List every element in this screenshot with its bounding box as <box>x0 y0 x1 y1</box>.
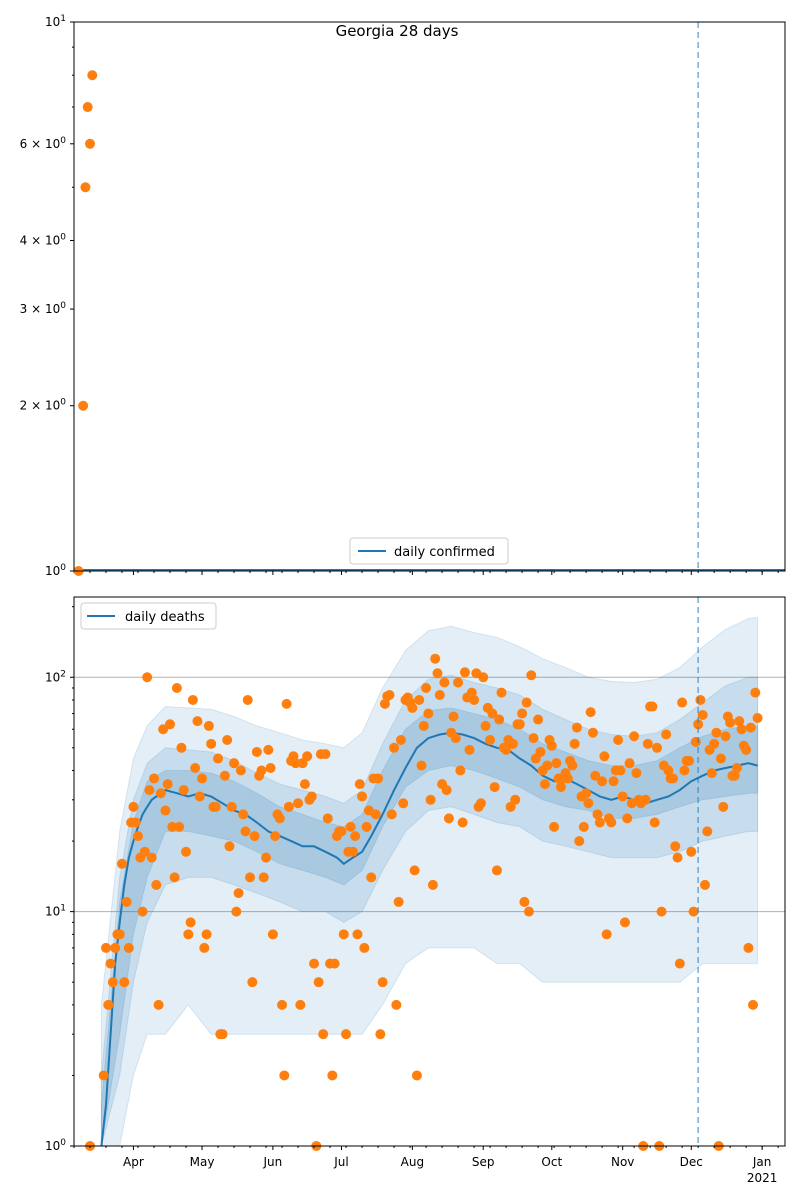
x-month-label: Oct <box>541 1155 563 1169</box>
deaths-data-point <box>620 917 630 927</box>
deaths-data-point <box>320 749 330 759</box>
deaths-data-point <box>307 791 317 801</box>
deaths-data-point <box>172 683 182 693</box>
deaths-data-point <box>211 802 221 812</box>
deaths-data-point <box>428 880 438 890</box>
deaths-data-point <box>444 813 454 823</box>
deaths-data-point <box>227 802 237 812</box>
deaths-data-point <box>707 768 717 778</box>
deaths-data-point <box>119 977 129 987</box>
deaths-data-point <box>387 809 397 819</box>
deaths-data-point <box>563 773 573 783</box>
deaths-data-point <box>188 695 198 705</box>
deaths-data-point <box>551 758 561 768</box>
deaths-data-point <box>106 959 116 969</box>
deaths-data-point <box>327 1070 337 1080</box>
deaths-data-point <box>362 822 372 832</box>
deaths-data-point <box>128 802 138 812</box>
deaths-data-point <box>300 779 310 789</box>
deaths-data-point <box>533 715 543 725</box>
deaths-data-point <box>684 756 694 766</box>
deaths-data-point <box>419 721 429 731</box>
deaths-data-point <box>131 818 141 828</box>
deaths-data-point <box>435 690 445 700</box>
deaths-data-point <box>686 847 696 857</box>
deaths-data-point <box>570 739 580 749</box>
deaths-data-point <box>346 822 356 832</box>
deaths-data-point <box>149 773 159 783</box>
deaths-data-point <box>689 907 699 917</box>
deaths-data-point <box>99 1070 109 1080</box>
deaths-data-point <box>192 716 202 726</box>
deaths-data-point <box>675 959 685 969</box>
deaths-data-point <box>412 1070 422 1080</box>
deaths-data-point <box>510 795 520 805</box>
deaths-data-point <box>250 831 260 841</box>
deaths-data-point <box>750 688 760 698</box>
deaths-data-point <box>165 719 175 729</box>
deaths-data-point <box>618 791 628 801</box>
deaths-data-point <box>691 737 701 747</box>
top-data-point <box>80 182 90 192</box>
deaths-data-point <box>240 826 250 836</box>
x-month-label: Jul <box>334 1155 349 1169</box>
deaths-data-point <box>359 943 369 953</box>
deaths-data-point <box>103 1000 113 1010</box>
deaths-data-point <box>476 798 486 808</box>
deaths-data-point <box>179 785 189 795</box>
bottom-x-axis-ticks <box>74 1146 778 1185</box>
deaths-data-point <box>154 1000 164 1010</box>
deaths-data-point <box>224 841 234 851</box>
deaths-data-point <box>263 745 273 755</box>
deaths-data-point <box>309 959 319 969</box>
top-y-tick-label: $4 \times 10^0$ <box>19 232 66 248</box>
deaths-data-point <box>581 788 591 798</box>
deaths-data-point <box>602 929 612 939</box>
deaths-data-point <box>245 872 255 882</box>
deaths-data-point <box>323 813 333 823</box>
deaths-data-point <box>597 776 607 786</box>
deaths-data-point <box>631 768 641 778</box>
deaths-data-point <box>549 822 559 832</box>
deaths-data-point <box>746 723 756 733</box>
deaths-data-point <box>222 735 232 745</box>
deaths-data-point <box>579 822 589 832</box>
top-y-tick-label: $2 \times 10^0$ <box>19 397 66 413</box>
deaths-data-point <box>282 699 292 709</box>
deaths-data-point <box>284 802 294 812</box>
deaths-data-point <box>341 1029 351 1039</box>
deaths-data-point <box>732 763 742 773</box>
x-month-label: Aug <box>400 1155 425 1169</box>
deaths-data-point <box>497 688 507 698</box>
deaths-data-point <box>629 731 639 741</box>
deaths-data-point <box>170 872 180 882</box>
deaths-data-point <box>174 822 184 832</box>
deaths-data-point <box>236 766 246 776</box>
top-plot-area <box>74 22 785 571</box>
deaths-data-point <box>641 795 651 805</box>
deaths-data-point <box>277 1000 287 1010</box>
deaths-data-point <box>737 724 747 734</box>
deaths-data-point <box>455 766 465 776</box>
deaths-data-point <box>725 718 735 728</box>
deaths-data-point <box>753 713 763 723</box>
top-panel <box>20 14 785 578</box>
deaths-data-point <box>460 667 470 677</box>
deaths-data-point <box>453 677 463 687</box>
deaths-data-point <box>718 802 728 812</box>
deaths-data-point <box>339 929 349 939</box>
top-legend <box>350 538 508 564</box>
top-data-point <box>83 102 93 112</box>
deaths-data-point <box>668 773 678 783</box>
bottom-panel <box>45 597 785 1185</box>
x-month-label: Jan <box>752 1155 772 1169</box>
deaths-data-point <box>151 880 161 890</box>
deaths-data-point <box>588 728 598 738</box>
deaths-data-point <box>643 739 653 749</box>
deaths-data-point <box>465 745 475 755</box>
deaths-data-point <box>144 785 154 795</box>
deaths-data-point <box>535 747 545 757</box>
deaths-data-point <box>529 733 539 743</box>
deaths-data-point <box>522 698 532 708</box>
deaths-data-point <box>458 818 468 828</box>
deaths-data-point <box>190 763 200 773</box>
deaths-data-point <box>355 779 365 789</box>
deaths-data-point <box>314 977 324 987</box>
deaths-data-point <box>350 831 360 841</box>
deaths-data-point <box>556 782 566 792</box>
deaths-data-point <box>133 831 143 841</box>
deaths-data-point <box>430 654 440 664</box>
deaths-data-point <box>357 791 367 801</box>
deaths-data-point <box>478 672 488 682</box>
deaths-data-point <box>595 818 605 828</box>
deaths-data-point <box>234 888 244 898</box>
deaths-data-point <box>586 707 596 717</box>
bottom-legend <box>81 603 216 629</box>
deaths-data-point <box>449 712 459 722</box>
deaths-data-point <box>195 791 205 801</box>
deaths-data-point <box>336 826 346 836</box>
deaths-data-point <box>650 818 660 828</box>
deaths-data-point <box>670 841 680 851</box>
deaths-data-point <box>108 977 118 987</box>
deaths-data-point <box>204 721 214 731</box>
deaths-data-point <box>421 683 431 693</box>
deaths-data-point <box>673 853 683 863</box>
deaths-data-point <box>398 798 408 808</box>
deaths-data-point <box>748 1000 758 1010</box>
deaths-data-point <box>270 831 280 841</box>
deaths-data-point <box>252 747 262 757</box>
deaths-data-point <box>416 761 426 771</box>
deaths-data-point <box>181 847 191 857</box>
deaths-data-point <box>743 943 753 953</box>
deaths-data-point <box>366 872 376 882</box>
deaths-data-point <box>147 853 157 863</box>
top-x-axis-ticks <box>74 571 778 575</box>
deaths-data-point <box>700 880 710 890</box>
top-data-point <box>78 401 88 411</box>
deaths-data-point <box>583 798 593 808</box>
deaths-data-point <box>547 741 557 751</box>
chart-title: Georgia 28 days <box>335 22 459 40</box>
deaths-data-point <box>275 813 285 823</box>
deaths-data-point <box>197 773 207 783</box>
deaths-data-point <box>229 758 239 768</box>
top-legend-label: daily confirmed <box>394 545 495 560</box>
deaths-data-point <box>485 735 495 745</box>
deaths-data-point <box>625 758 635 768</box>
deaths-data-point <box>266 763 276 773</box>
deaths-data-point <box>213 754 223 764</box>
deaths-data-point <box>394 897 404 907</box>
deaths-data-point <box>426 795 436 805</box>
deaths-data-point <box>657 907 667 917</box>
deaths-data-point <box>647 702 657 712</box>
deaths-data-point <box>414 695 424 705</box>
deaths-data-point <box>702 826 712 836</box>
deaths-data-point <box>442 785 452 795</box>
deaths-data-point <box>599 751 609 761</box>
top-data-point <box>85 139 95 149</box>
deaths-data-point <box>526 670 536 680</box>
deaths-data-point <box>231 907 241 917</box>
deaths-data-point <box>302 751 312 761</box>
deaths-data-point <box>186 917 196 927</box>
deaths-data-point <box>517 709 527 719</box>
deaths-data-point <box>122 897 132 907</box>
x-month-label: Apr <box>123 1155 144 1169</box>
bottom-y-tick-label: $10^0$ <box>44 1138 66 1153</box>
deaths-data-point <box>371 809 381 819</box>
deaths-data-point <box>469 695 479 705</box>
deaths-data-point <box>439 677 449 687</box>
deaths-data-point <box>199 943 209 953</box>
deaths-data-point <box>423 709 433 719</box>
top-y-axis-ticks <box>20 14 74 578</box>
deaths-data-point <box>163 779 173 789</box>
deaths-data-point <box>652 743 662 753</box>
x-month-label: Nov <box>610 1155 635 1169</box>
deaths-data-point <box>330 959 340 969</box>
deaths-data-point <box>202 929 212 939</box>
top-y-tick-label: $3 \times 10^0$ <box>19 301 66 317</box>
deaths-data-point <box>490 782 500 792</box>
deaths-data-point <box>243 695 253 705</box>
x-year-label: 2021 <box>746 1171 778 1185</box>
bottom-y-tick-label: $10^2$ <box>44 669 66 685</box>
deaths-data-point <box>574 836 584 846</box>
deaths-data-point <box>389 743 399 753</box>
deaths-data-point <box>622 813 632 823</box>
deaths-data-point <box>218 1029 228 1039</box>
deaths-data-point <box>348 847 358 857</box>
deaths-data-point <box>176 743 186 753</box>
deaths-data-point <box>451 733 461 743</box>
x-month-label: Dec <box>679 1155 703 1169</box>
deaths-data-point <box>238 809 248 819</box>
x-month-label: Sep <box>471 1155 495 1169</box>
deaths-data-point <box>407 703 417 713</box>
deaths-data-point <box>494 715 504 725</box>
deaths-data-point <box>613 735 623 745</box>
deaths-data-point <box>396 735 406 745</box>
deaths-data-point <box>373 773 383 783</box>
deaths-data-point <box>481 721 491 731</box>
deaths-data-point <box>247 977 257 987</box>
x-month-label: May <box>189 1155 215 1169</box>
deaths-data-point <box>524 907 534 917</box>
deaths-data-point <box>567 761 577 771</box>
deaths-data-point <box>375 1029 385 1039</box>
deaths-data-point <box>410 865 420 875</box>
deaths-data-point <box>679 766 689 776</box>
deaths-data-point <box>661 729 671 739</box>
deaths-data-point <box>698 710 708 720</box>
deaths-data-point <box>721 731 731 741</box>
deaths-data-point <box>110 943 120 953</box>
deaths-data-point <box>259 872 269 882</box>
deaths-data-point <box>117 859 127 869</box>
deaths-data-point <box>261 853 271 863</box>
deaths-data-point <box>515 719 525 729</box>
deaths-data-point <box>101 943 111 953</box>
deaths-data-point <box>115 929 125 939</box>
deaths-data-point <box>318 1029 328 1039</box>
deaths-data-point <box>156 788 166 798</box>
deaths-data-point <box>256 766 266 776</box>
deaths-data-point <box>293 798 303 808</box>
x-month-label: Jun <box>263 1155 283 1169</box>
deaths-data-point <box>295 1000 305 1010</box>
deaths-data-point <box>508 739 518 749</box>
deaths-data-point <box>124 943 134 953</box>
deaths-data-point <box>492 865 502 875</box>
top-y-tick-label: $10^1$ <box>44 14 66 29</box>
deaths-data-point <box>160 806 170 816</box>
bottom-y-axis-ticks <box>45 607 74 1153</box>
deaths-data-point <box>352 929 362 939</box>
deaths-data-point <box>433 668 443 678</box>
top-y-tick-label: $10^0$ <box>44 563 66 578</box>
deaths-data-point <box>677 698 687 708</box>
deaths-data-point <box>384 690 394 700</box>
deaths-data-point <box>609 776 619 786</box>
deaths-data-point <box>606 818 616 828</box>
deaths-data-point <box>542 761 552 771</box>
top-y-tick-label: $6 \times 10^0$ <box>19 135 66 151</box>
deaths-data-point <box>519 897 529 907</box>
deaths-data-point <box>540 779 550 789</box>
top-data-point <box>87 70 97 80</box>
deaths-data-point <box>220 771 230 781</box>
deaths-data-point <box>716 754 726 764</box>
deaths-data-point <box>711 728 721 738</box>
deaths-data-point <box>142 672 152 682</box>
deaths-data-point <box>268 929 278 939</box>
deaths-data-point <box>615 766 625 776</box>
deaths-data-point <box>709 739 719 749</box>
deaths-data-point <box>138 907 148 917</box>
deaths-data-point <box>183 929 193 939</box>
deaths-data-point <box>572 723 582 733</box>
bottom-y-tick-label: $10^1$ <box>44 903 66 919</box>
deaths-data-point <box>279 1070 289 1080</box>
deaths-data-point <box>695 695 705 705</box>
deaths-data-point <box>206 739 216 749</box>
deaths-data-point <box>391 1000 401 1010</box>
deaths-data-point <box>741 745 751 755</box>
deaths-data-point <box>378 977 388 987</box>
bottom-legend-label: daily deaths <box>125 610 205 625</box>
